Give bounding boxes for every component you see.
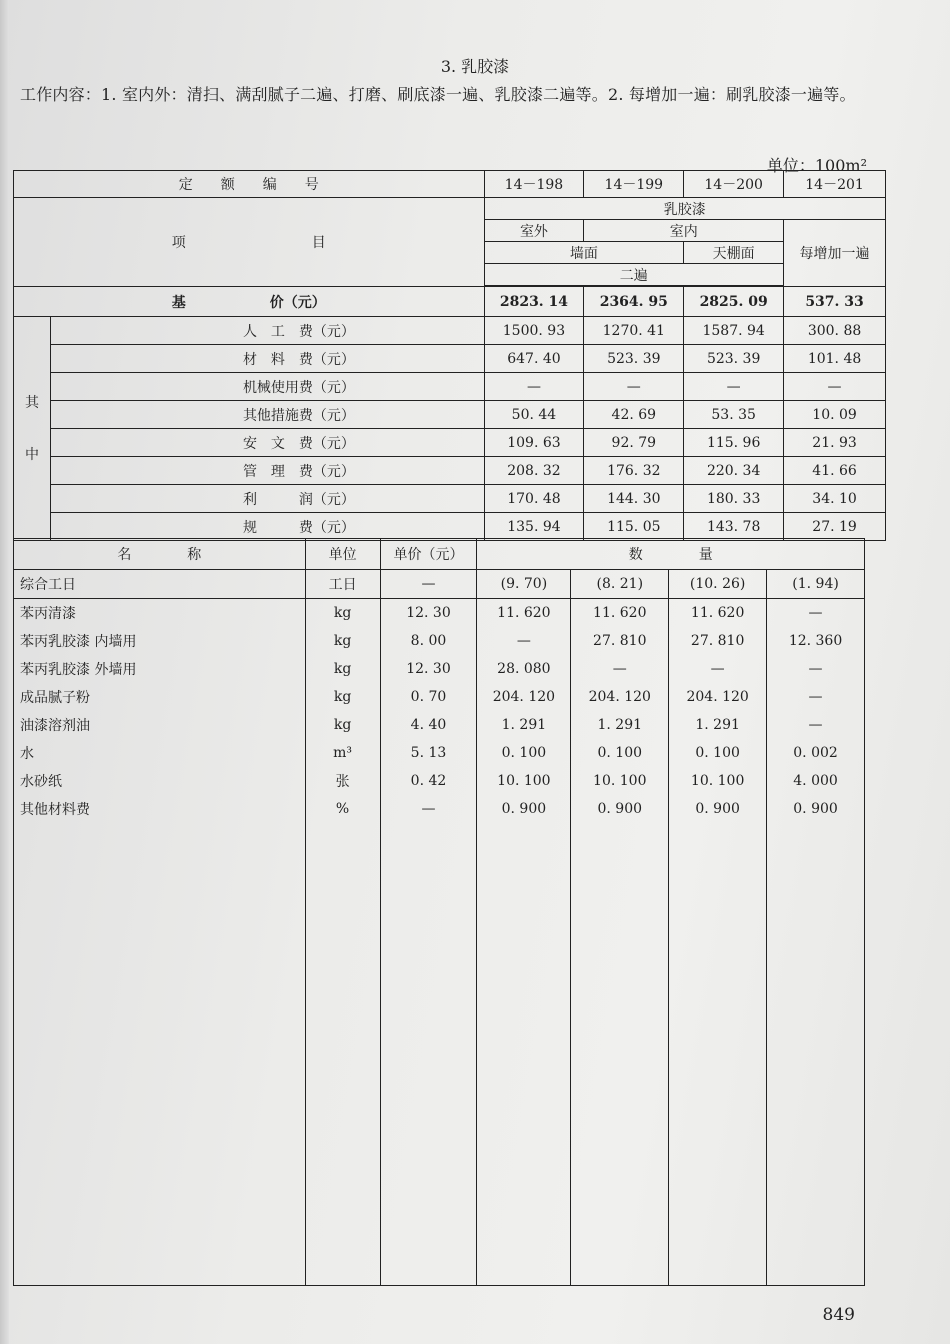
item-label: 项 目 — [14, 198, 485, 287]
mat-name: 苯丙乳胶漆 外墙用 — [14, 655, 306, 683]
cost-item-value: 135. 94 — [484, 513, 584, 541]
base-price-value: 2364. 95 — [584, 287, 684, 317]
base-price-value: 537. 33 — [784, 287, 886, 317]
mat-qty: 27. 810 — [571, 627, 669, 655]
mat-header-price: 单价（元） — [380, 539, 477, 570]
mat-qty: 0. 900 — [669, 795, 767, 823]
cost-item-value: 115. 96 — [684, 429, 784, 457]
wall-label: 墙面 — [484, 242, 684, 264]
quota-code: 14－199 — [584, 171, 684, 198]
cost-item-name: 安 文 费（元） — [50, 429, 484, 457]
mat-qty: 4. 000 — [767, 767, 865, 795]
mat-qty: 0. 002 — [767, 739, 865, 767]
mat-qty: 204. 120 — [669, 683, 767, 711]
mat-name: 油漆溶剂油 — [14, 711, 306, 739]
mat-price: — — [380, 795, 477, 823]
cost-item-value: 208. 32 — [484, 457, 584, 485]
cost-item-value: 170. 48 — [484, 485, 584, 513]
mat-qty: — — [571, 655, 669, 683]
cost-item-value: — — [684, 373, 784, 401]
cost-item-value: 180. 33 — [684, 485, 784, 513]
cost-item-value: 10. 09 — [784, 401, 886, 429]
mat-qty: 11. 620 — [571, 599, 669, 628]
mat-unit: kg — [305, 627, 380, 655]
cost-item-value: 220. 34 — [684, 457, 784, 485]
mat-qty: 1. 291 — [669, 711, 767, 739]
mat-qty: 1. 291 — [477, 711, 571, 739]
mat-qty: — — [767, 599, 865, 628]
mat-qty: 0. 900 — [767, 795, 865, 823]
base-price-label: 基 价（元） — [14, 287, 485, 317]
cost-item-value: 1587. 94 — [684, 317, 784, 345]
mat-qty: 0. 900 — [477, 795, 571, 823]
mat-qty: — — [477, 627, 571, 655]
mat-price: 4. 40 — [380, 711, 477, 739]
cost-item-value: 143. 78 — [684, 513, 784, 541]
mat-price: 5. 13 — [380, 739, 477, 767]
cost-item-value: 101. 48 — [784, 345, 886, 373]
quota-code: 14－201 — [784, 171, 886, 198]
mat-price: 0. 42 — [380, 767, 477, 795]
mat-qty: 1. 291 — [571, 711, 669, 739]
base-price-value: 2823. 14 — [484, 287, 584, 317]
cost-item-name: 人 工 费（元） — [50, 317, 484, 345]
mat-qty: 204. 120 — [477, 683, 571, 711]
cost-item-value: 92. 79 — [584, 429, 684, 457]
cost-item-value: 27. 19 — [784, 513, 886, 541]
mat-unit: m³ — [305, 739, 380, 767]
quota-code: 14－200 — [684, 171, 784, 198]
mat-price: 0. 70 — [380, 683, 477, 711]
mat-qty: — — [767, 655, 865, 683]
mat-price: — — [380, 570, 477, 599]
mat-qty: 27. 810 — [669, 627, 767, 655]
cost-item-value: 21. 93 — [784, 429, 886, 457]
mat-header-qty: 数 量 — [477, 539, 865, 570]
quota-table — [13, 170, 886, 541]
ceiling-label: 天棚面 — [684, 242, 784, 264]
cost-item-value: — — [484, 373, 584, 401]
mat-price: 12. 30 — [380, 599, 477, 628]
mat-qty: 10. 100 — [571, 767, 669, 795]
mat-name: 水 — [14, 739, 306, 767]
cost-item-value: 50. 44 — [484, 401, 584, 429]
each-add-label: 每增加一遍 — [784, 220, 886, 287]
mat-qty: (9. 70) — [477, 570, 571, 599]
cost-item-name: 机械使用费（元） — [50, 373, 484, 401]
cost-item-value: 523. 39 — [684, 345, 784, 373]
cost-item-value: 1270. 41 — [584, 317, 684, 345]
cost-item-name: 材 料 费（元） — [50, 345, 484, 373]
cost-item-value: 647. 40 — [484, 345, 584, 373]
work-content: 工作内容：1. 室内外：清扫、满刮腻子二遍、打磨、刷底漆一遍、乳胶漆二遍等。2. 每增加一遍：刷乳胶漆一遍等。 — [20, 85, 856, 104]
mat-qty: — — [767, 683, 865, 711]
cost-item-value: 176. 32 — [584, 457, 684, 485]
indoor-label: 室内 — [584, 220, 784, 242]
mat-unit: kg — [305, 655, 380, 683]
mat-qty: 0. 100 — [669, 739, 767, 767]
mat-name: 苯丙乳胶漆 内墙用 — [14, 627, 306, 655]
mat-qty: 204. 120 — [571, 683, 669, 711]
mat-unit: % — [305, 795, 380, 823]
mat-name: 水砂纸 — [14, 767, 306, 795]
cost-item-name: 规 费（元） — [50, 513, 484, 541]
cost-item-value: 1500. 93 — [484, 317, 584, 345]
quota-code: 14－198 — [484, 171, 584, 198]
mat-price: 12. 30 — [380, 655, 477, 683]
cost-item-value: 300. 88 — [784, 317, 886, 345]
mat-unit: 张 — [305, 767, 380, 795]
base-price-value: 2825. 09 — [684, 287, 784, 317]
mat-qty: 28. 080 — [477, 655, 571, 683]
cost-item-name: 利 润（元） — [50, 485, 484, 513]
mat-name: 其他材料费 — [14, 795, 306, 823]
mat-unit: kg — [305, 599, 380, 628]
cost-item-value: 523. 39 — [584, 345, 684, 373]
mat-qty: 0. 100 — [571, 739, 669, 767]
mat-header-name: 名 称 — [14, 539, 306, 570]
unit-label: 单位：100m² — [766, 156, 867, 175]
page-number: 849 — [822, 1305, 855, 1325]
cost-item-value: 42. 69 — [584, 401, 684, 429]
cost-item-value: — — [784, 373, 886, 401]
mat-header-unit: 单位 — [305, 539, 380, 570]
mat-qty: 0. 100 — [477, 739, 571, 767]
mat-qty: (10. 26) — [669, 570, 767, 599]
mat-name: 成品腻子粉 — [14, 683, 306, 711]
mat-qty: 11. 620 — [477, 599, 571, 628]
mat-qty: 10. 100 — [477, 767, 571, 795]
book-spine-shadow — [0, 0, 9, 1344]
group-label: 乳胶漆 — [484, 198, 885, 220]
cost-item-value: 144. 30 — [584, 485, 684, 513]
twice-label: 二遍 — [484, 264, 784, 286]
section-title: 3. 乳胶漆 — [440, 57, 510, 76]
mat-name: 苯丙清漆 — [14, 599, 306, 628]
cost-item-name: 其他措施费（元） — [50, 401, 484, 429]
cost-item-value: 115. 05 — [584, 513, 684, 541]
among-label: 其 中 — [14, 317, 51, 541]
mat-qty: (1. 94) — [767, 570, 865, 599]
mat-unit: kg — [305, 711, 380, 739]
mat-price: 8. 00 — [380, 627, 477, 655]
cost-item-value: — — [584, 373, 684, 401]
mat-unit: kg — [305, 683, 380, 711]
cost-item-value: 109. 63 — [484, 429, 584, 457]
mat-name: 综合工日 — [14, 570, 306, 599]
outdoor-label: 室外 — [484, 220, 584, 242]
cost-item-value: 41. 66 — [784, 457, 886, 485]
mat-qty: (8. 21) — [571, 570, 669, 599]
mat-qty: 0. 900 — [571, 795, 669, 823]
mat-qty: — — [767, 711, 865, 739]
mat-unit: 工日 — [305, 570, 380, 599]
materials-table — [13, 538, 865, 1286]
quota-code-label: 定 额 编 号 — [14, 171, 485, 198]
mat-qty: — — [669, 655, 767, 683]
cost-item-name: 管 理 费（元） — [50, 457, 484, 485]
mat-qty: 11. 620 — [669, 599, 767, 628]
cost-item-value: 34. 10 — [784, 485, 886, 513]
mat-qty: 10. 100 — [669, 767, 767, 795]
cost-item-value: 53. 35 — [684, 401, 784, 429]
mat-qty: 12. 360 — [767, 627, 865, 655]
